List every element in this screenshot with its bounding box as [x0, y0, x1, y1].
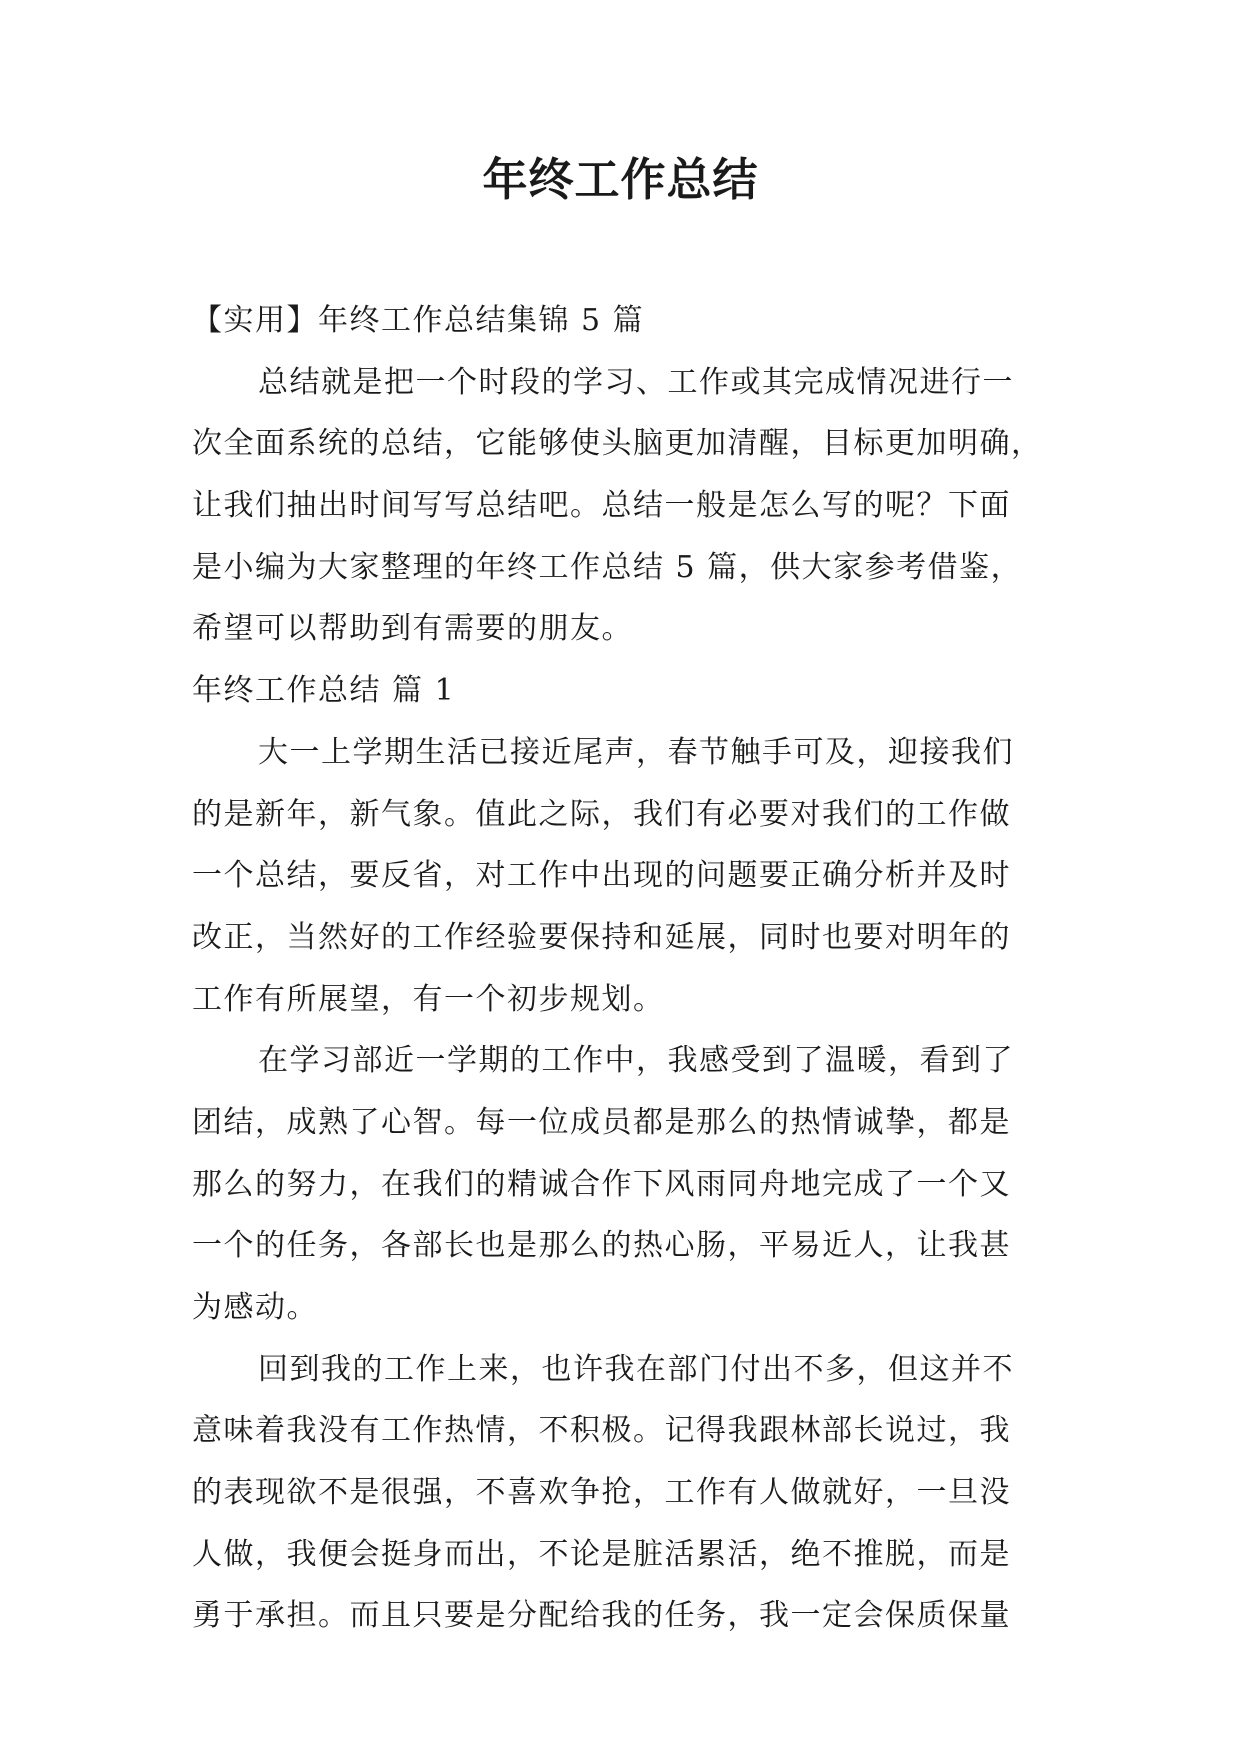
text-line: 工作有所展望，有一个初步规划。 [192, 981, 665, 1017]
document-body [192, 290, 1062, 1647]
text-line: 的表现欲不是很强，不喜欢争抢，工作有人做就好，一旦没 [192, 1475, 1011, 1511]
text-line: 回到我的工作上来，也许我在部门付出不多，但这并不 [258, 1351, 1014, 1387]
text-line: 希望可以帮助到有需要的朋友。 [192, 611, 633, 647]
text-line: 改正，当然好的工作经验要保持和延展，同时也要对明年的 [192, 919, 1011, 955]
document-title: 年终工作总结 [482, 153, 759, 206]
text-line: 的是新年，新气象。值此之际，我们有必要对我们的工作做 [192, 796, 1011, 832]
text-line: 一个的任务，各部长也是那么的热心肠，平易近人，让我甚 [192, 1228, 1011, 1264]
text-line: 总结就是把一个时段的学习、工作或其完成情况进行一 [258, 364, 1014, 400]
text-line: 次全面系统的总结，它能够使头脑更加清醒，目标更加明确， [192, 426, 1043, 462]
text-line: 那么的努力，在我们的精诚合作下风雨同舟地完成了一个又 [192, 1166, 1011, 1202]
text-line: 人做，我便会挺身而出，不论是脏活累活，绝不推脱，而是 [192, 1536, 1011, 1572]
document-subtitle: 【实用】年终工作总结集锦 5 篇 [192, 303, 645, 338]
text-line: 一个总结，要反省，对工作中出现的问题要正确分析并及时 [192, 858, 1011, 894]
text-line: 为感动。 [192, 1290, 318, 1325]
text-line: 在学习部近一学期的工作中，我感受到了温暖，看到了 [258, 1043, 1014, 1079]
text-line: 团结，成熟了心智。每一位成员都是那么的热情诚挚，都是 [192, 1104, 1011, 1140]
text-line: 是小编为大家整理的年终工作总结 5 篇，供大家参考借鉴， [192, 549, 1023, 585]
text-line: 年终工作总结 篇 1 [192, 673, 456, 709]
text-line: 意味着我没有工作热情，不积极。记得我跟林部长说过，我 [192, 1413, 1011, 1449]
text-line: 大一上学期生活已接近尾声，春节触手可及，迎接我们 [258, 734, 1014, 770]
text-line: 勇于承担。而且只要是分配给我的任务，我一定会保质保量 [192, 1598, 1011, 1634]
text-line: 让我们抽出时间写写总结吧。总结一般是怎么写的呢？下面 [192, 488, 1011, 524]
